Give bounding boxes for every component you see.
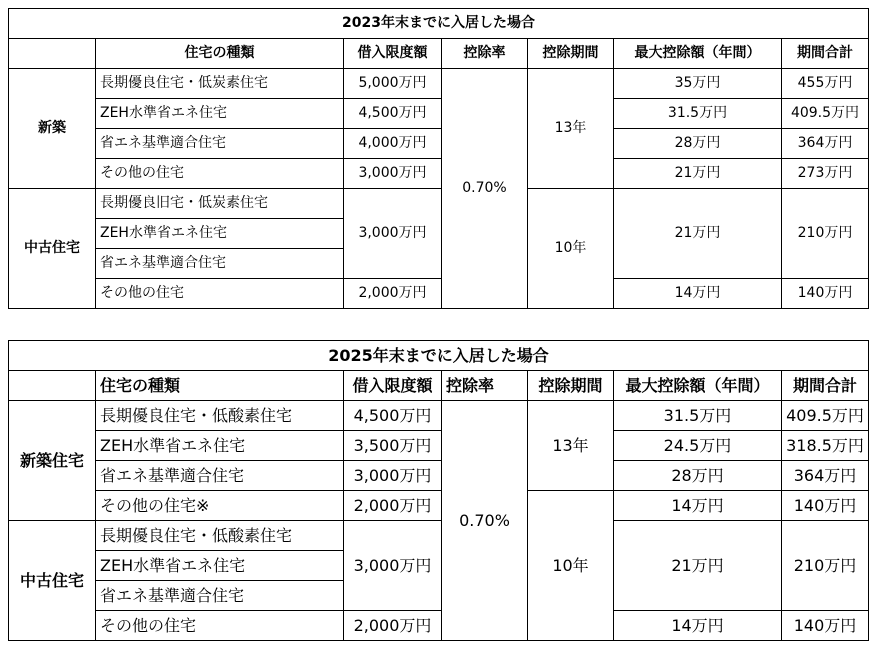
title-row [9,9,869,39]
max-deduction-cell: 21万円 [614,189,782,279]
housing-type-cell: 省エネ基準適合住宅 [96,461,344,491]
table-row [9,279,869,309]
housing-type-cell: その他の住宅※ [96,491,344,521]
deduction-rate-cell: 0.70% [442,69,528,309]
table-2023 [8,8,869,309]
loan-limit-cell: 2,000万円 [344,279,442,309]
max-deduction-cell: 28万円 [614,461,782,491]
group-label-new: 新築住宅 [9,401,96,521]
max-deduction-cell: 31.5万円 [614,401,782,431]
period-total-cell: 273万円 [782,159,869,189]
housing-type-cell: 長期優良住宅・低酸素住宅 [96,401,344,431]
deduction-period-cell: 13年 [528,69,614,189]
period-total-cell: 210万円 [782,521,869,611]
loan-limit-cell: 4,500万円 [344,99,442,129]
header-deduction-rate: 控除率 [442,371,528,401]
loan-limit-cell: 4,500万円 [344,401,442,431]
table-row [9,611,869,641]
loan-limit-cell: 2,000万円 [344,611,442,641]
period-total-cell: 140万円 [782,279,869,309]
title-row [9,341,869,371]
max-deduction-cell: 21万円 [614,159,782,189]
loan-limit-cell: 3,000万円 [344,159,442,189]
max-deduction-cell: 14万円 [614,491,782,521]
period-total-cell: 210万円 [782,189,869,279]
header-housing-type: 住宅の種類 [96,371,344,401]
max-deduction-cell: 24.5万円 [614,431,782,461]
deduction-period-cell: 13年 [528,401,614,491]
period-total-cell: 409.5万円 [782,401,869,431]
header-max-deduction: 最大控除額（年間） [614,39,782,69]
period-total-cell: 455万円 [782,69,869,99]
housing-type-cell: 長期優良旧宅・低炭素住宅 [96,189,344,219]
period-total-cell: 364万円 [782,461,869,491]
header-deduction-rate: 控除率 [442,39,528,69]
period-total-cell: 140万円 [782,491,869,521]
group-label-used: 中古住宅 [9,521,96,641]
housing-type-cell: 長期優良住宅・低酸素住宅 [96,521,344,551]
period-total-cell: 318.5万円 [782,431,869,461]
table-row [9,129,869,159]
period-total-cell: 409.5万円 [782,99,869,129]
table-title: 2023年末までに入居した場合 [9,9,869,39]
period-total-cell: 140万円 [782,611,869,641]
housing-type-cell: 省エネ基準適合住宅 [96,129,344,159]
housing-type-cell: その他の住宅 [96,279,344,309]
deduction-period-cell: 10年 [528,189,614,309]
housing-type-cell: 省エネ基準適合住宅 [96,581,344,611]
header-deduction-period: 控除期間 [528,39,614,69]
loan-limit-cell: 3,000万円 [344,461,442,491]
deduction-period-cell: 10年 [528,491,614,641]
table-row [9,99,869,129]
header-row [9,371,869,401]
header-blank [9,39,96,69]
table-row [9,401,869,431]
max-deduction-cell: 14万円 [614,611,782,641]
loan-limit-cell: 3,000万円 [344,189,442,279]
table-row [9,521,869,551]
table-row [9,69,869,99]
table-row [9,491,869,521]
housing-type-cell: その他の住宅 [96,159,344,189]
header-loan-limit: 借入限度額 [344,39,442,69]
group-label-used: 中古住宅 [9,189,96,309]
table-row [9,431,869,461]
header-period-total: 期間合計 [782,39,869,69]
housing-type-cell: ZEH水準省エネ住宅 [96,431,344,461]
header-row [9,39,869,69]
loan-limit-cell: 3,000万円 [344,521,442,611]
header-blank [9,371,96,401]
table-title: 2025年末までに入居した場合 [9,341,869,371]
header-housing-type: 住宅の種類 [96,39,344,69]
header-loan-limit: 借入限度額 [344,371,442,401]
housing-type-cell: 長期優良住宅・低炭素住宅 [96,69,344,99]
header-deduction-period: 控除期間 [528,371,614,401]
housing-type-cell: その他の住宅 [96,611,344,641]
housing-type-cell: ZEH水準省エネ住宅 [96,99,344,129]
table-row [9,159,869,189]
table-row [9,189,869,219]
table-2025 [8,340,869,641]
header-max-deduction: 最大控除額（年間） [614,371,782,401]
group-label-new: 新築 [9,69,96,189]
max-deduction-cell: 28万円 [614,129,782,159]
max-deduction-cell: 31.5万円 [614,99,782,129]
loan-limit-cell: 4,000万円 [344,129,442,159]
loan-limit-cell: 3,500万円 [344,431,442,461]
max-deduction-cell: 21万円 [614,521,782,611]
housing-type-cell: ZEH水準省エネ住宅 [96,551,344,581]
max-deduction-cell: 14万円 [614,279,782,309]
housing-type-cell: 省エネ基準適合住宅 [96,249,344,279]
table-row [9,461,869,491]
header-period-total: 期間合計 [782,371,869,401]
deduction-rate-cell: 0.70% [442,401,528,641]
period-total-cell: 364万円 [782,129,869,159]
loan-limit-cell: 5,000万円 [344,69,442,99]
housing-type-cell: ZEH水準省エネ住宅 [96,219,344,249]
loan-limit-cell: 2,000万円 [344,491,442,521]
max-deduction-cell: 35万円 [614,69,782,99]
